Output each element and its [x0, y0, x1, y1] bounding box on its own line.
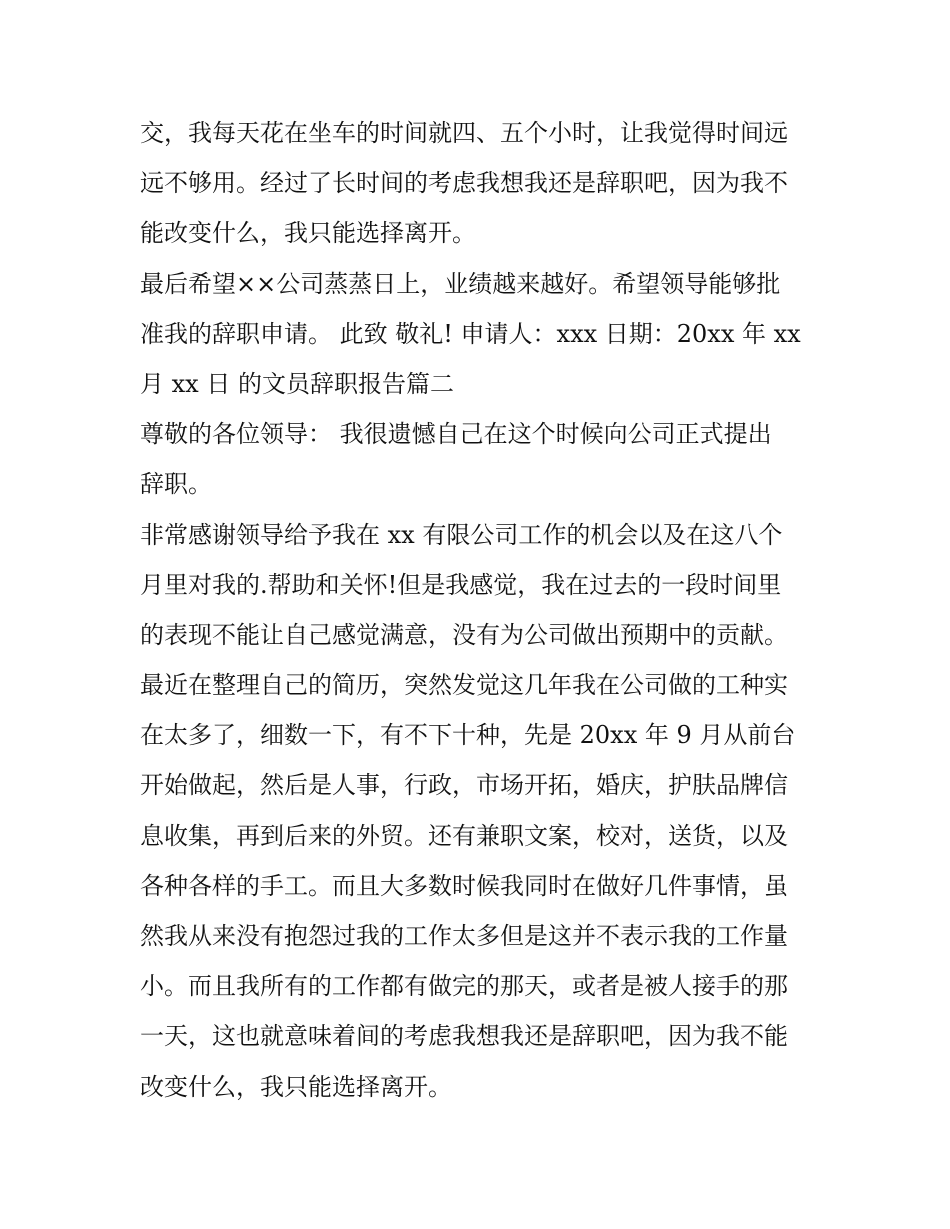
text-line: 月 xx 日 的文员辞职报告篇二: [140, 369, 454, 398]
text-line: 月里对我的.帮助和关怀!但是我感觉，我在过去的一段时间里: [140, 570, 782, 599]
document-body: [140, 108, 820, 1112]
text-line: 然我从来没有抱怨过我的工作太多但是这并不表示我的工作量: [140, 922, 788, 950]
text-line: 能改变什么，我只能选择离开。: [140, 219, 476, 248]
text-line: 小。而且我所有的工作都有做完的那天，或者是被人接手的那: [140, 972, 788, 1001]
text-line: 各种各样的手工。而且大多数时候我同时在做好几件事情，虽: [140, 871, 788, 900]
text-line: 一天，这也就意味着间的考虑我想我还是辞职吧，因为我不能: [140, 1022, 788, 1051]
text-line: 最后希望××公司蒸蒸日上，业绩越来越好。希望领导能够批: [140, 269, 781, 298]
text-line: 辞职。: [140, 470, 212, 499]
text-line: 开始做起，然后是人事，行政，市场开拓，婚庆，护肤品牌信: [140, 771, 788, 800]
text-line: 尊敬的各位领导： 我很遗憾自己在这个时候向公司正式提出: [140, 420, 772, 449]
text-line: 交，我每天花在坐车的时间就四、五个小时，让我觉得时间远: [140, 119, 788, 147]
text-line: 远不够用。经过了长时间的考虑我想我还是辞职吧，因为我不: [140, 169, 788, 198]
text-line: 最近在整理自己的简历，突然发觉这几年我在公司做的工种实: [140, 671, 788, 700]
text-line: 的表现不能让自己感觉满意，没有为公司做出预期中的贡献。: [140, 620, 788, 649]
text-line: 准我的辞职申请。 此致 敬礼! 申请人：xxx 日期：20xx 年 xx: [140, 319, 801, 348]
text-line: 息收集，再到后来的外贸。还有兼职文案，校对，送货，以及: [140, 821, 788, 850]
text-line: 非常感谢领导给予我在 xx 有限公司工作的机会以及在这八个: [140, 520, 783, 549]
text-line: 改变什么，我只能选择离开。: [140, 1072, 452, 1101]
text-line: 在太多了，细数一下，有不下十种，先是 20xx 年 9 月从前台: [140, 721, 796, 750]
